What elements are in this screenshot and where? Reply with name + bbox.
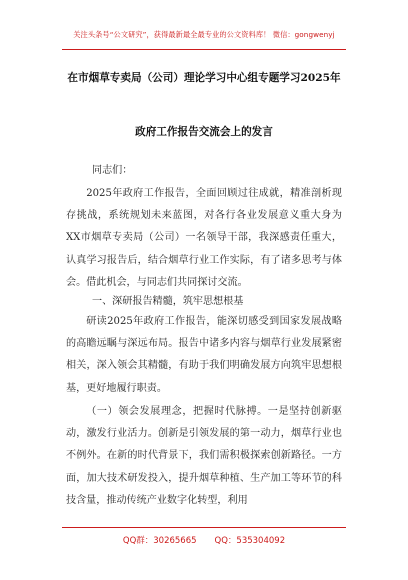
footer-qq-group: QQ群：30265665 (122, 536, 197, 546)
paragraph-subsection1: （一）领会发展理念，把握时代脉搏。一是坚持创新驱动，激发行业活力。创新是引领发展的第一动力，烟草行业也不例外。在新的时代背景下，我们需积极探索创新路径。一方面，加大技术研发投入，提升烟草种植、生产加工等环节的科技含量，推动传统产业数字化转型，利用 (66, 406, 342, 506)
salutation: 同志们： (92, 165, 133, 176)
section-heading-1: 一、深研报告精髓，筑牢思想根基 (92, 296, 244, 307)
document-title-line2: 政府工作报告交流会上的发言 (135, 126, 273, 138)
document-title-line1: 在市烟草专卖局（公司）理论学习中心组专题学习2025年 (67, 72, 341, 84)
footer (0, 534, 408, 546)
header-banner: 关注头条号“公文研究”，获得最新最全最专业的公文资料库！ 微信：gongwenyj (73, 30, 335, 39)
header-divider (62, 49, 346, 50)
footer-qq: QQ：535304092 (214, 536, 286, 546)
paragraph-intro: 2025年政府工作报告，全面回顾过往成就，精准剖析现存挑战，系统规划未来蓝图，对各行各业发展意义重大身为XX市烟草专卖局（公司）一名领导干部，我深感责任重大，认真学习报告后，结合烟草行业工作实际，有了诸多思考与体会。借此机会，与同志们共同探讨交流。 (66, 188, 342, 288)
paragraph-section1: 研读2025年政府工作报告，能深切感受到国家发展战略的高瞻远瞩与深远布局。报告中诸多内容与烟草行业发展紧密相关，深入领会其精髓，有助于我们明确发展方向筑牢思想根基，更好地履行职责。 (66, 316, 342, 394)
footer-divider (62, 527, 346, 528)
